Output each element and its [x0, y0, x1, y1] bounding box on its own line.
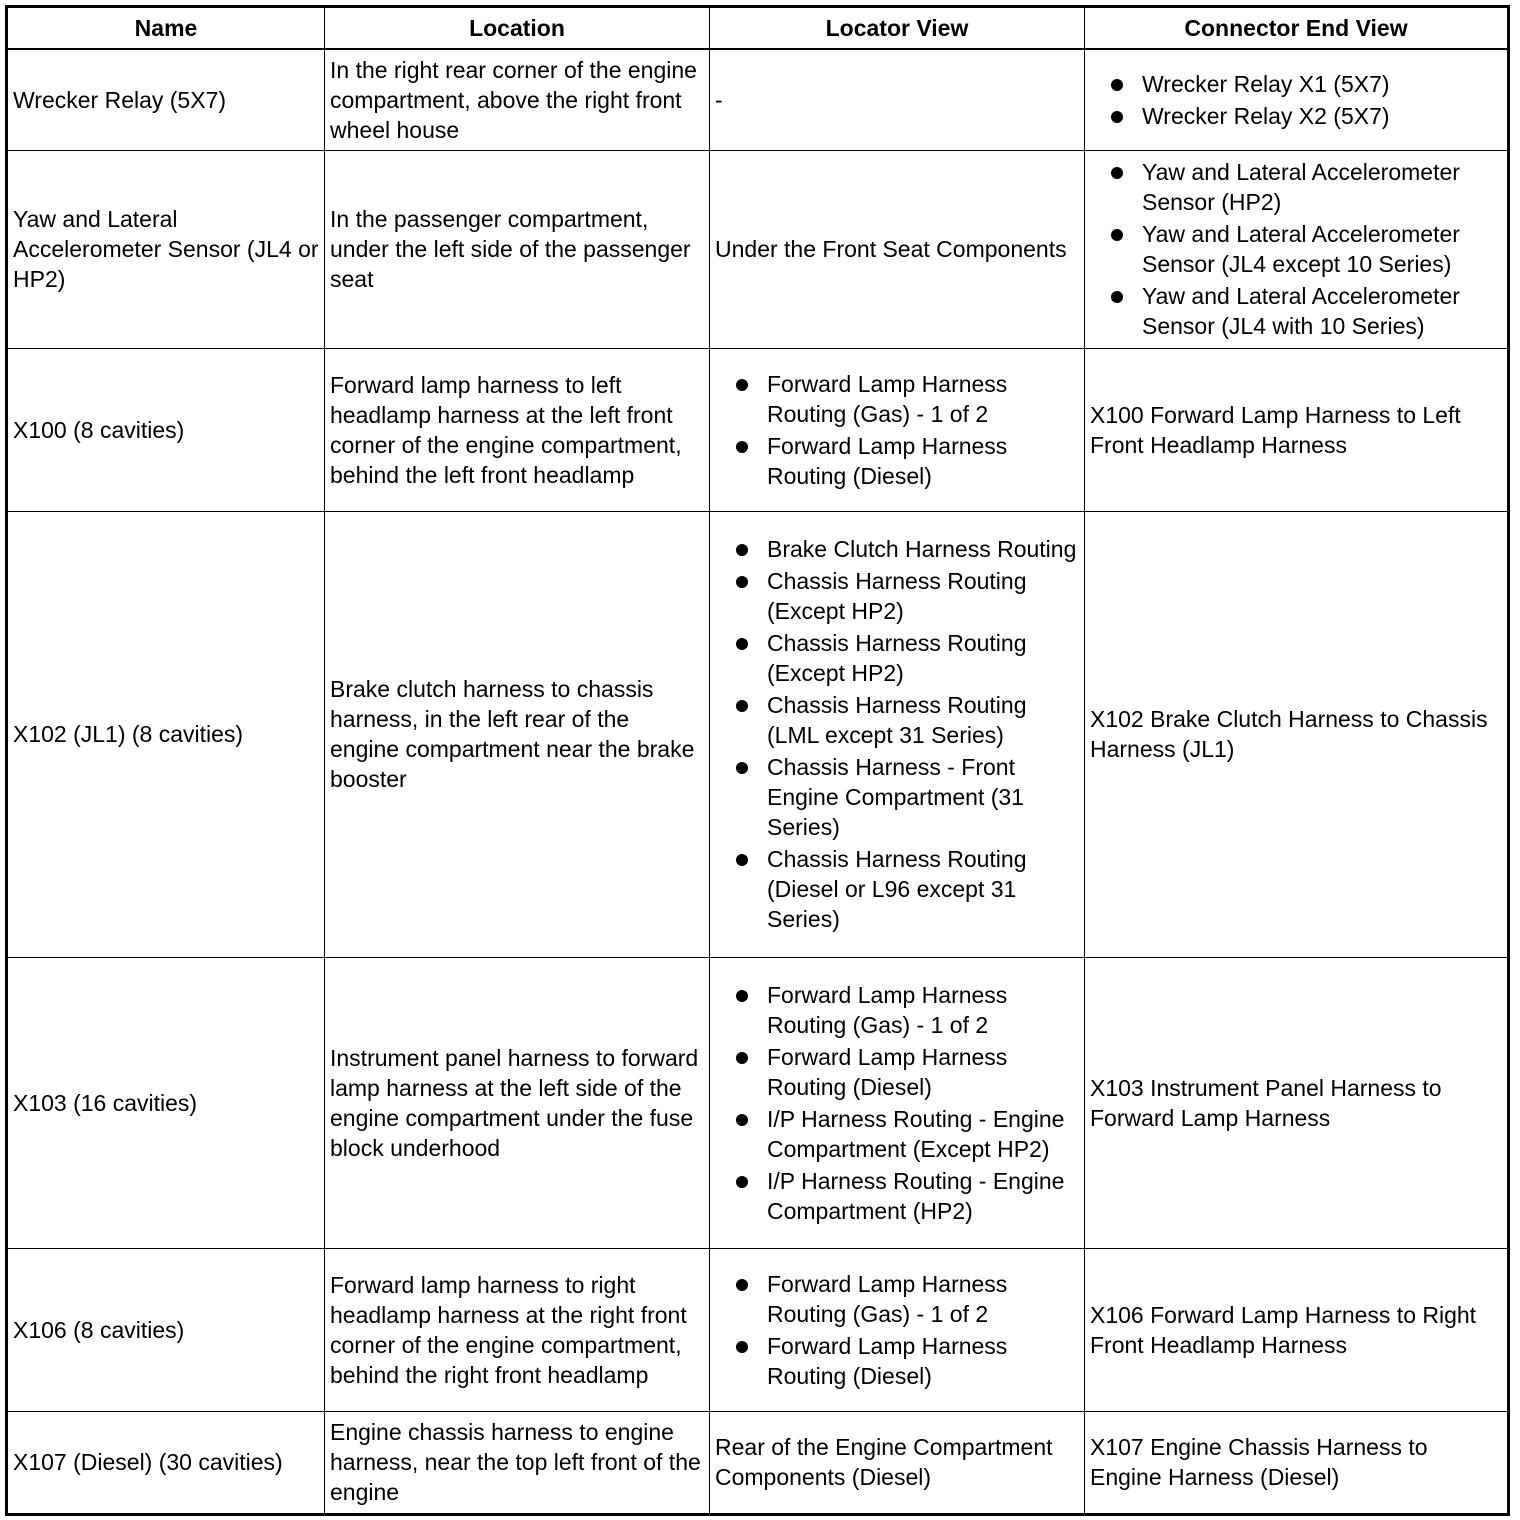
cell-location: In the right rear corner of the engine compartment, above the right front wheel house	[325, 49, 710, 150]
table-row	[7, 348, 1509, 511]
list-item[interactable]	[1090, 69, 1502, 99]
bullet-icon	[736, 544, 748, 556]
cell-name: X102 (JL1) (8 cavities)	[7, 511, 325, 957]
cell-connector-end-view[interactable]: X107 Engine Chassis Harness to Engine Harness (Diesel)	[1085, 1411, 1509, 1514]
locator-list	[715, 980, 1079, 1226]
cell-locator-view	[710, 957, 1085, 1248]
connector-table	[5, 5, 1510, 1516]
bullet-icon	[736, 1279, 748, 1291]
bullet-icon	[1111, 291, 1123, 303]
cell-connector-end-view	[1085, 49, 1509, 150]
table-row	[7, 511, 1509, 957]
cell-locator-view	[710, 511, 1085, 957]
list-item-label: Wrecker Relay X2 (5X7)	[1142, 102, 1390, 129]
cell-location: Brake clutch harness to chassis harness, in the left rear of the engine compartment near the brake booster	[325, 511, 710, 957]
cell-name: X100 (8 cavities)	[7, 348, 325, 511]
table-row	[7, 49, 1509, 150]
cell-name: X107 (Diesel) (30 cavities)	[7, 1411, 325, 1514]
header-connector-end-view: Connector End View	[1085, 7, 1509, 50]
header-locator-view: Locator View	[710, 7, 1085, 50]
bullet-icon	[1111, 167, 1123, 179]
cell-name: Wrecker Relay (5X7)	[7, 49, 325, 150]
list-item[interactable]	[715, 566, 1079, 626]
list-item-label: Forward Lamp Harness Routing (Diesel)	[767, 1332, 1008, 1389]
cell-location: Engine chassis harness to engine harness, near the top left front of the engine	[325, 1411, 710, 1514]
cell-location: Instrument panel harness to forward lamp harness at the left side of the engine compartment under the fuse block underhood	[325, 957, 710, 1248]
list-item[interactable]	[715, 1331, 1079, 1391]
list-item-label: Forward Lamp Harness Routing (Diesel)	[767, 1043, 1008, 1100]
list-item[interactable]	[715, 431, 1079, 491]
bullet-icon	[736, 1052, 748, 1064]
list-item-label: Chassis Harness Routing (Except HP2)	[767, 630, 1027, 686]
bullet-icon	[1111, 111, 1123, 123]
cell-locator-view[interactable]: Under the Front Seat Components	[710, 150, 1085, 348]
list-item[interactable]	[715, 1269, 1079, 1329]
bullet-icon	[736, 1341, 748, 1353]
list-item-label: Chassis Harness Routing (Except HP2)	[767, 568, 1027, 624]
list-item[interactable]	[715, 534, 1079, 564]
cell-name: Yaw and Lateral Accelerometer Sensor (JL4 or HP2)	[7, 150, 325, 348]
cell-locator-view	[710, 348, 1085, 511]
bullet-icon	[736, 854, 748, 866]
list-item[interactable]	[715, 752, 1079, 842]
table-row	[7, 150, 1509, 348]
list-item-label: Chassis Harness Routing (LML except 31 Series)	[767, 692, 1027, 748]
list-item[interactable]	[1090, 281, 1502, 341]
cell-connector-end-view[interactable]: X102 Brake Clutch Harness to Chassis Harness (JL1)	[1085, 511, 1509, 957]
bullet-icon	[736, 762, 748, 774]
list-item[interactable]	[715, 690, 1079, 750]
list-item-label: Forward Lamp Harness Routing (Gas) - 1 of 2	[767, 370, 1008, 427]
list-item-label: Yaw and Lateral Accelerometer Sensor (JL4 except 10 Series)	[1142, 221, 1460, 277]
table-row	[7, 957, 1509, 1248]
locator-list	[715, 369, 1079, 491]
header-row	[7, 7, 1509, 50]
list-item-label: I/P Harness Routing - Engine Compartment (HP2)	[767, 1167, 1065, 1224]
table-row	[7, 1411, 1509, 1514]
cell-location: Forward lamp harness to right headlamp harness at the right front corner of the engine compartment, behind the right front headlamp	[325, 1248, 710, 1411]
cell-locator-view	[710, 1248, 1085, 1411]
header-name: Name	[7, 7, 325, 50]
list-item[interactable]	[715, 1042, 1079, 1102]
locator-list	[715, 534, 1079, 934]
list-item-label: Brake Clutch Harness Routing	[767, 536, 1077, 562]
bullet-icon	[736, 700, 748, 712]
header-location: Location	[325, 7, 710, 50]
cell-locator-view[interactable]: Rear of the Engine Compartment Components (Diesel)	[710, 1411, 1085, 1514]
list-item-label: Chassis Harness Routing (Diesel or L96 except 31 Series)	[767, 846, 1027, 932]
bullet-icon	[736, 990, 748, 1002]
list-item-label: Yaw and Lateral Accelerometer Sensor (HP2)	[1142, 159, 1460, 215]
cell-connector-end-view[interactable]: X100 Forward Lamp Harness to Left Front Headlamp Harness	[1085, 348, 1509, 511]
bullet-icon	[1111, 79, 1123, 91]
list-item-label: Forward Lamp Harness Routing (Gas) - 1 of 2	[767, 981, 1008, 1038]
list-item[interactable]	[1090, 157, 1502, 217]
list-item[interactable]	[715, 628, 1079, 688]
connector-list	[1090, 69, 1502, 131]
bullet-icon	[736, 1176, 748, 1188]
cell-name: X106 (8 cavities)	[7, 1248, 325, 1411]
list-item-label: Forward Lamp Harness Routing (Gas) - 1 of 2	[767, 1270, 1008, 1327]
list-item[interactable]	[715, 1166, 1079, 1226]
locator-list	[715, 1269, 1079, 1391]
table-row	[7, 1248, 1509, 1411]
connector-list	[1090, 157, 1502, 341]
bullet-icon	[736, 379, 748, 391]
list-item[interactable]	[1090, 101, 1502, 131]
bullet-icon	[736, 1114, 748, 1126]
bullet-icon	[736, 638, 748, 650]
cell-name: X103 (16 cavities)	[7, 957, 325, 1248]
cell-connector-end-view[interactable]: X103 Instrument Panel Harness to Forward Lamp Harness	[1085, 957, 1509, 1248]
list-item-label: I/P Harness Routing - Engine Compartment (Except HP2)	[767, 1105, 1065, 1162]
cell-locator-view: -	[710, 49, 1085, 150]
list-item[interactable]	[715, 980, 1079, 1040]
cell-connector-end-view	[1085, 150, 1509, 348]
cell-location: Forward lamp harness to left headlamp harness at the left front corner of the engine compartment, behind the left front headlamp	[325, 348, 710, 511]
list-item[interactable]	[715, 369, 1079, 429]
cell-location: In the passenger compartment, under the left side of the passenger seat	[325, 150, 710, 348]
list-item-label: Forward Lamp Harness Routing (Diesel)	[767, 432, 1008, 489]
list-item[interactable]	[715, 844, 1079, 934]
list-item-label: Chassis Harness - Front Engine Compartment (31 Series)	[767, 754, 1024, 840]
list-item-label: Yaw and Lateral Accelerometer Sensor (JL4 with 10 Series)	[1142, 283, 1460, 339]
list-item-label: Wrecker Relay X1 (5X7)	[1142, 70, 1390, 97]
cell-connector-end-view[interactable]: X106 Forward Lamp Harness to Right Front Headlamp Harness	[1085, 1248, 1509, 1411]
bullet-icon	[736, 441, 748, 453]
bullet-icon	[736, 576, 748, 588]
list-item[interactable]	[1090, 219, 1502, 279]
bullet-icon	[1111, 229, 1123, 241]
list-item[interactable]	[715, 1104, 1079, 1164]
